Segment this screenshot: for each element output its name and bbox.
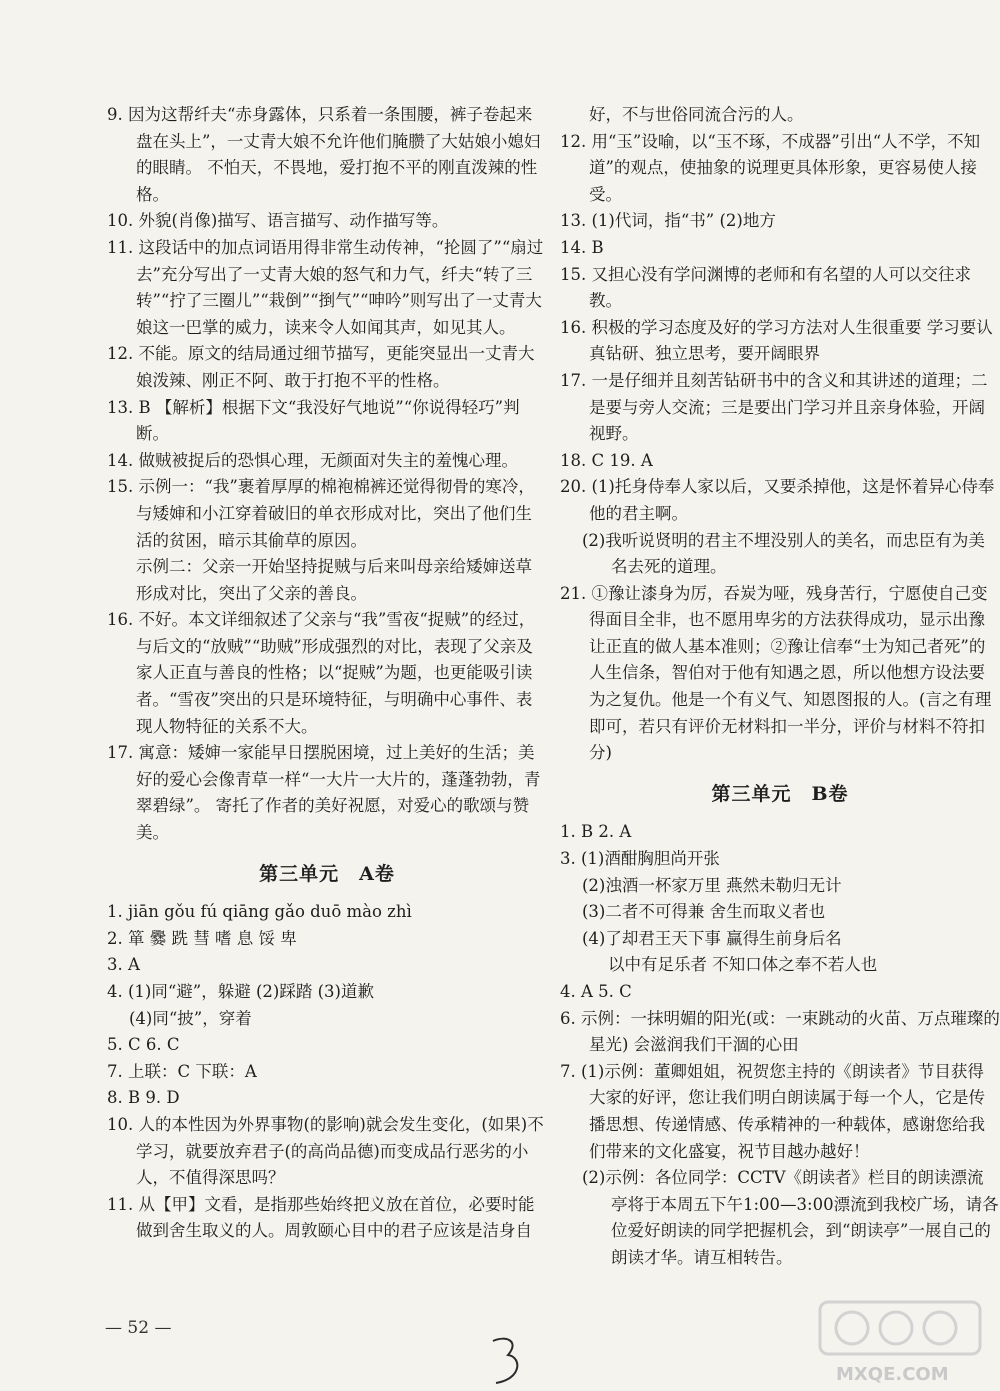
handwritten-mark [488, 1335, 528, 1387]
answer-item: 1. jiān gǒu fú qiāng gǎo duō mào zhì [107, 902, 412, 922]
page-number: — 52 — [105, 1318, 172, 1338]
answer-item: 21. ①豫让漆身为厉，吞炭为哑，残身苦行，宁愿使自己变得面目全非，也不愿用卑劣的方法获得成功，显示出豫让正直的做人基本准则；②豫让信奉“士为知己者死”的人生信条，智伯对于他有知遇之恩，所以他想方设法要为之复仇。他是一个有义气、知恩图报的人。(言之有理即可，若只有评价无材料扣一半分，评价与材料不符扣分) [560, 583, 992, 763]
answer-item: 17. 寓意：矮婶一家能早日摆脱困境，过上美好的生活；美好的爱心会像青草一样“一大片一大片的，蓬蓬勃勃，青翠碧绿”。 寄托了作者的美好祝愿，对爱心的歌颂与赞美。 [107, 743, 541, 843]
answer-item: 16. 不好。本文详细叙述了父亲与“我”雪夜“捉贼”的经过，与后文的“放贼”“助贼”形成强烈的对比，表现了父亲及家人正直与善良的性格；以“捉贼”为题，也更能吸引读者。“雪夜”突出的只是环境特征，与明确中心事件、表现人物特征的关系不大。 [107, 610, 536, 736]
answer-item: 5. C 6. C [107, 1035, 180, 1055]
section-a-title: 第三单元 A卷 [259, 862, 395, 885]
answer-item: 2. 箪 爨 跣 彗 嗜 息 馁 卑 [107, 928, 297, 948]
answer-item: 14. 做贼被捉后的恐惧心理，无颜面对失主的羞愧心理。 [107, 450, 518, 470]
answer-item: 12. 用“玉”设喻，以“玉不琢，不成器”引出“人不学，不知道”的观点，使抽象的说理更具体形象，更容易使人接受。 [560, 131, 981, 204]
section-b-title: 第三单元 B卷 [711, 782, 849, 805]
answer-item: 10. 外貌(肖像)描写、语言描写、动作描写等。 [107, 211, 449, 231]
answer-item: 4. (1)同“避”，躲避 (2)踩踏 (3)道歉 [107, 982, 374, 1001]
answer-item: (2)浊酒一杯家万里 燕然未勒归无计 [582, 875, 842, 895]
answer-item: 18. C 19. A [560, 450, 653, 470]
answer-item: 17. 一是仔细并且刻苦钻研书中的含义和其讲述的道理；二是要与旁人交流；三是要出门学习并且亲身体验，开阔视野。 [560, 370, 988, 444]
answer-item: 9. 因为这帮纤夫“赤身露体，只系着一条围腰，裤子卷起来盘在头上”，一丈青大娘不允许他们腌臜了大姑娘小媳妇的眼睛。 不怕天，不畏地，爱打抱不平的刚直泼辣的性格。 [107, 105, 541, 204]
answer-item: 4. A 5. C [560, 982, 632, 1001]
answer-item: 15. 又担心没有学问渊博的老师和有名望的人可以交往求教。 [560, 264, 971, 311]
answer-item: 以中有足乐者 不知口体之奉不若人也 [608, 955, 878, 975]
section-a-answer-list [107, 899, 547, 1245]
answer-item: 13. B 【解析】根据下文“我没好气地说”“你说得轻巧”判断。 [107, 397, 520, 444]
right-column [560, 102, 1000, 1272]
answer-item: 14. B [560, 237, 604, 257]
answer-item: 15. 示例一：“我”裹着厚厚的棉袍棉裤还觉得彻骨的寒冷，与矮婶和小江穿着破旧的单衣形成对比，突出了他们生活的贫困，暗示其偷草的原因。 [107, 477, 535, 550]
answer-item: 13. (1)代词，指“书” (2)地方 [560, 211, 776, 231]
watermark-logo [812, 1296, 992, 1388]
answer-item: 好，不与世俗同流合污的人。 [589, 105, 804, 124]
answer-item: 12. 不能。原文的结局通过细节描写，更能突显出一丈青大娘泼辣、刚正不阿、敢于打抱不平的性格。 [107, 344, 535, 390]
left-answer-list [107, 102, 547, 847]
answer-item: 6. 示例：一抹明媚的阳光(或：一束跳动的火苗、万点璀璨的星光) 会滋润我们干涸的心田 [560, 1008, 1000, 1055]
answer-item: (4)了却君王天下事 赢得生前身后名 [582, 928, 842, 948]
answer-item: 示例二：父亲一开始坚持捉贼与后来叫母亲给矮婶送草形成对比，突出了父亲的善良。 [136, 557, 532, 603]
right-answer-list [560, 102, 1000, 767]
answer-item: 8. B 9. D [107, 1088, 180, 1108]
answer-item: 11. 这段话中的加点词语用得非常生动传神，“抡圆了”“扇过去”充分写出了一丈青大娘的怒气和力气，纤夫“转了三转”“拧了三圈儿”“栽倒”“捯气”“呻吟”则写出了一丈青大娘这一巴掌的威力，读来令人如闻其声，如见其人。 [107, 237, 544, 337]
section-b-answer-list [560, 819, 1000, 1271]
answer-item: (3)二者不可得兼 舍生而取义者也 [582, 902, 826, 922]
answer-item: 7. 上联：C 下联：A [107, 1061, 257, 1081]
answer-item: 16. 积极的学习态度及好的学习方法对人生很重要 学习要认真钻研、独立思考，要开阔眼界 [560, 317, 993, 364]
left-column [107, 102, 547, 1245]
answer-item: 3. A [107, 955, 140, 975]
answer-item: (2)示例：各位同学：CCTV《朗读者》栏目的朗读漂流亭将于本周五下午1:00—3:00漂流到我校广场，请各位爱好朗读的同学把握机会，到“朗读亭”一展自己的朗读才华。请互相转告。 [582, 1168, 999, 1267]
answer-item: 7. (1)示例：董卿姐姐，祝贺您主持的《朗读者》节目获得大家的好评，您让我们明白朗读属于每一个人，它是传播思想、传递情感、传承精神的一种载体，感谢您给我们带来的文化盛宴，祝节目越办越好！ [560, 1061, 985, 1161]
watermark-text: MXQE.COM [836, 1364, 949, 1385]
answer-item: 11. 从【甲】文看，是指那些始终把义放在首位，必要时能做到舍生取义的人。周敦颐心目中的君子应该是洁身自 [107, 1194, 535, 1241]
answer-item: 3. (1)酒酣胸胆尚开张 [560, 849, 720, 869]
answer-item: 1. B 2. A [560, 822, 632, 842]
answer-item: (2)我听说贤明的君主不埋没别人的美名，而忠臣有为美名去死的道理。 [582, 530, 985, 577]
answer-item: (4)同“披”，穿着 [129, 1008, 252, 1028]
answer-item: 20. (1)托身侍奉人家以后，又要杀掉他，这是怀着异心侍奉他的君主啊。 [560, 477, 995, 523]
answer-item: 10. 人的本性因为外界事物(的影响)就会发生变化，(如果)不学习，就要放弃君子(的高尚品德)而变成品行恶劣的小人，不值得深思吗？ [107, 1114, 544, 1188]
